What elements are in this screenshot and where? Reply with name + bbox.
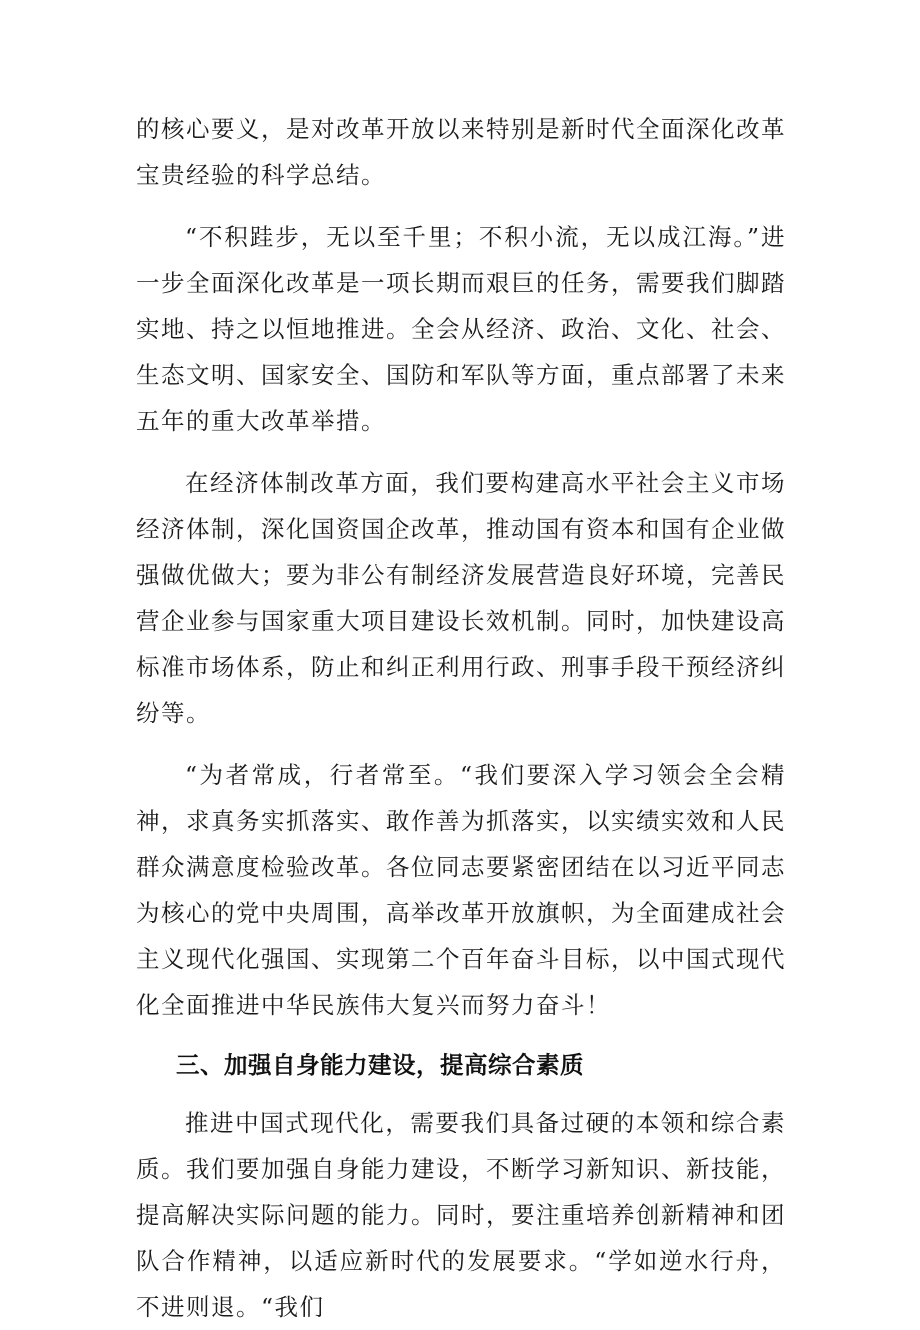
section-heading: 三、加强自身能力建设，提高综合素质 (176, 1051, 584, 1079)
paragraph-implementation: “为者常成，行者常至。“我们要深入学习领会全会精神，求真务实抓落实、敢作善为抓落实，以实绩实效和人民群众满意度检验改革。各位同志要紧密团结在以习近平同志为核心的党中央周围，高举改革开放旗帜，为全面建成社会主义现代化强国、实现第二个百年奋斗目标，以中国式现代化全面推进中华民族伟大复兴而努力奋斗！ (136, 761, 786, 1019)
paragraph-economic-reform: 在经济体制改革方面，我们要构建高水平社会主义市场经济体制，深化国资国企改革，推动国有资本和国有企业做强做优做大；要为非公有制经济发展营造良好环境，完善民营企业参与国家重大项目建设长效机制。同时，加快建设高标准市场体系，防止和纠正利用行政、刑事手段干预经济纠纷等。 (136, 469, 786, 727)
paragraph-continuation: 的核心要义，是对改革开放以来特别是新时代全面深化改革宝贵经验的科学总结。 (136, 115, 786, 189)
document-body (136, 106, 786, 1330)
paragraph-ability-building: 推进中国式现代化，需要我们具备过硬的本领和综合素质。我们要加强自身能力建设，不断学习新知识、新技能，提高解决实际问题的能力。同时，要注重培养创新精神和团队合作精神，以适应新时代的发展要求。“学如逆水行舟，不进则退。“我们 (136, 1109, 786, 1321)
paragraph-reform-quote: “不积跬步，无以至千里；不积小流，无以成江海。”进一步全面深化改革是一项长期而艰巨的任务，需要我们脚踏实地、持之以恒地推进。全会从经济、政治、文化、社会、生态文明、国家安全、国防和军队等方面，重点部署了未来五年的重大改革举措。 (136, 223, 786, 435)
